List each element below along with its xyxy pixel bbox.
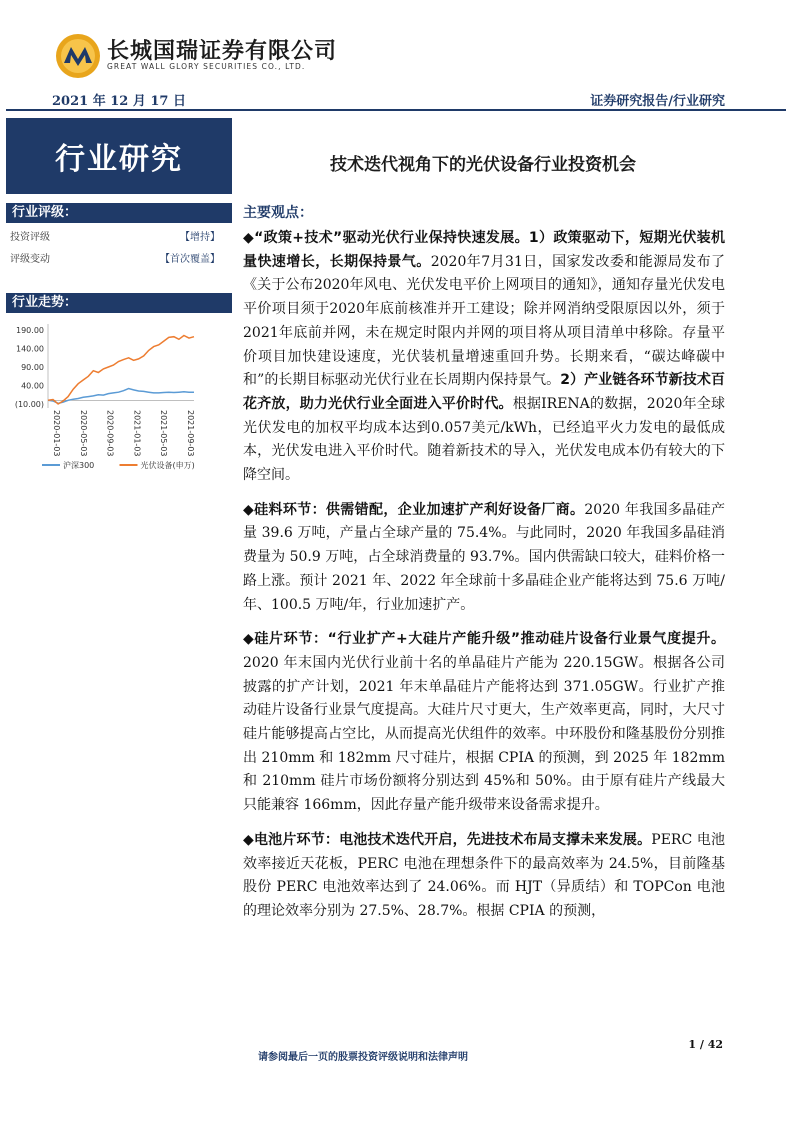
report-date: 2021 年 12 月 17 日 [52,94,186,109]
paragraph [243,829,725,924]
paragraph-lead-2: 2）产业链各环节新技术百花齐放，助力光伏行业全面进入平价时代。 [243,372,725,412]
key-points-heading: 主要观点： [243,205,313,221]
legend-label: 光伏设备(申万) [140,461,195,470]
page-number: 1 / 42 [688,1038,723,1051]
y-tick-label: 90.00 [21,363,44,372]
rating-label: 评级变动 [10,254,50,265]
rating-value: 【首次覆盖】 [160,254,220,265]
paragraph [243,628,725,818]
x-tick-label: 2020-05-03 [78,410,88,457]
x-tick-label: 2021-05-03 [159,410,169,457]
y-tick-label: 40.00 [21,381,44,391]
header-divider [6,109,786,111]
paragraph-text: PERC 电池效率接近天花板，PERC 电池在理想条件下的最高效率为 24.5%，目前隆基股份 PERC 电池效率达到了 24.06%。而 HJT（异质结）和 TOPCon 电池的理论效率分别为 27.5%、28.7%。根据 CPIA 的预测， [243,831,726,919]
rating-row [10,250,220,265]
y-tick-label: (10.00) [14,400,44,409]
disclaimer-note: 请参阅最后一页的股票投资评级说明和法律声明 [258,1052,468,1063]
series-line [48,336,194,405]
report-type: 证券研究报告/行业研究 [590,94,725,109]
series-line [48,389,194,404]
x-tick-label: 2020-01-03 [52,410,61,457]
y-tick-label: 190.00 [16,326,44,335]
rating-section-title: 行业评级： [6,203,232,223]
paragraph-text: 2020年7月31日，国家发改委和能源局发布了《关于公布2020年风电、光伏发电平价上网项目的通知》，通知存量光伏发电平价项目须于2020年底前核准并开工建设；除并网消纳受限原因以外，须于2021年底前并网，未在规定时限内并网的项目将从项目清单中移除。存量平价项目加快建设速度，光伏装机量增速重回升势。长期来看，“碳达峰碳中和”的长期目标驱动光伏行业在长周期内保持景气。 [243,253,726,389]
paragraph [243,499,725,618]
paragraph-text: 2020 年我国多晶硅产量 39.6 万吨，产量占全球产量的 75.4%。与此同时，2020 年我国多晶硅消费量为 50.9 万吨，占全球消费量的 93.7%。国内供需缺口较大，硅料价格一路上涨。预计 2021 年、2022 年全球前十多晶硅企业产能将达到 75.6 万吨/年、100.5 万吨/年，行业加速扩产。 [243,501,725,613]
paragraph [243,227,725,488]
y-tick-label: 140.00 [16,344,44,354]
paragraph-text-2: 根据IRENA的数据，2020年全球光伏发电的加权平均成本达到0.057美元/kWh，已经追平火力发电的最低成本，光伏发电进入平价时代。随着新技术的导入，光伏发电成本仍有较大的下降空间。 [243,395,726,484]
key-points-body [243,227,725,935]
trend-section-title: 行业走势： [6,293,232,313]
paragraph-lead: ◆电池片环节：电池技术迭代开启，先进技术布局支撑未来发展。 [243,831,652,848]
company-logo [55,33,101,79]
paragraph-lead: ◆硅料环节：供需错配，企业加速扩产利好设备厂商。 [243,501,585,518]
rating-row [10,228,220,243]
rating-label: 投资评级 [10,232,50,243]
paragraph-text: 2020 年末国内光伏行业前十名的单晶硅片产能为 220.15GW。根据各公司披露的扩产计划，2021 年末单晶硅片产能将达到 371.05GW。行业扩产推动硅片设备行业景气度提高。大硅片尺寸更大，生产效率更高，同时，大尺寸硅片能够提高占空比，从而提高光伏组件的效率。中环股份和隆基股份分别推出 210mm 和 182mm 尺寸硅片，根据 CPIA 的预测，到 2025 年 182mm 和 210mm 硅片市场份额将分别达到 45%和 50%。由于原有硅片产线最大只能兼容 166mm，因此存量产能升级带来设备需求提升。 [243,654,725,814]
company-name-cn: 长城国瑞证券有限公司 [107,39,338,64]
legend-label: 沪深300 [63,461,95,470]
x-tick-label: 2021-01-03 [132,410,142,457]
paragraph-lead: ◆“政策+技术”驱动光伏行业保持快速发展。1）政策驱动下，短期光伏装机量快速增长，长期保持景气。 [243,230,725,270]
industry-trend-chart [6,318,232,478]
rating-value: 【增持】 [180,232,220,243]
report-title: 技术迭代视角下的光伏设备行业投资机会 [330,155,636,175]
paragraph-lead: ◆硅片环节：“行业扩产+大硅片产能升级”推动硅片设备行业景气度提升。 [243,631,725,648]
x-tick-label: 2020-09-03 [105,410,115,457]
company-name-en: GREAT WALL GLORY SECURITIES CO., LTD. [107,62,306,71]
category-banner: 行业研究 [6,118,232,194]
x-tick-label: 2021-09-03 [186,410,195,457]
